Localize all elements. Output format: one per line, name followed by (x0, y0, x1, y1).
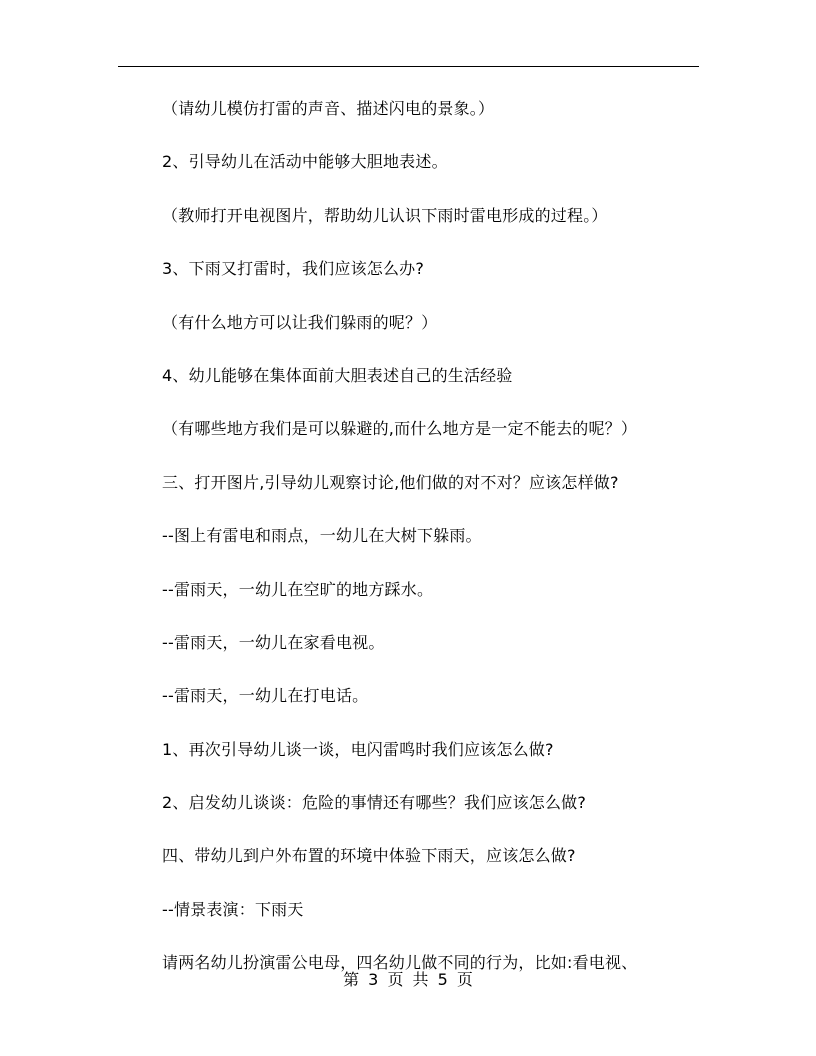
text-line-8: 三、打开图片,引导幼儿观察讨论,他们做的对不对？应该怎样做? (162, 472, 619, 492)
text-line-6: 4、幼儿能够在集体面前大胆表述自己的生活经验 (162, 365, 513, 385)
text-line-15: 四、带幼儿到户外布置的环境中体验下雨天，应该怎么做? (162, 846, 576, 866)
text-line-14: 2、启发幼儿谈谈：危险的事情还有哪些？我们应该怎么做? (162, 793, 587, 813)
text-line-9: --图上有雷电和雨点，一幼儿在大树下躲雨。 (162, 526, 482, 546)
page-number-footer: 第 3 页 共 5 页 (343, 970, 473, 989)
text-line-17: 请两名幼儿扮演雷公电母，四名幼儿做不同的行为，比如:看电视、 (162, 953, 638, 973)
text-line-7: （有哪些地方我们是可以躲避的,而什么地方是一定不能去的呢？） (162, 419, 638, 439)
text-line-5: （有什么地方可以让我们躲雨的呢？） (162, 312, 438, 332)
text-line-16: --情景表演：下雨天 (162, 899, 304, 919)
text-line-3: （教师打开电视图片，帮助幼儿认识下雨时雷电形成的过程。） (162, 205, 608, 225)
text-line-4: 3、下雨又打雷时，我们应该怎么办? (162, 259, 425, 279)
header-rule (118, 66, 699, 67)
text-line-1: （请幼儿模仿打雷的声音、描述闪电的景象。） (162, 99, 495, 118)
text-line-2: 2、引导幼儿在活动中能够大胆地表述。 (162, 152, 448, 172)
text-line-10: --雷雨天，一幼儿在空旷的地方踩水。 (162, 579, 434, 599)
text-line-11: --雷雨天，一幼儿在家看电视。 (162, 632, 385, 652)
text-line-12: --雷雨天，一幼儿在打电话。 (162, 686, 369, 706)
document-body (162, 91, 722, 999)
text-line-13: 1、再次引导幼儿谈一谈，电闪雷鸣时我们应该怎么做? (162, 739, 554, 759)
